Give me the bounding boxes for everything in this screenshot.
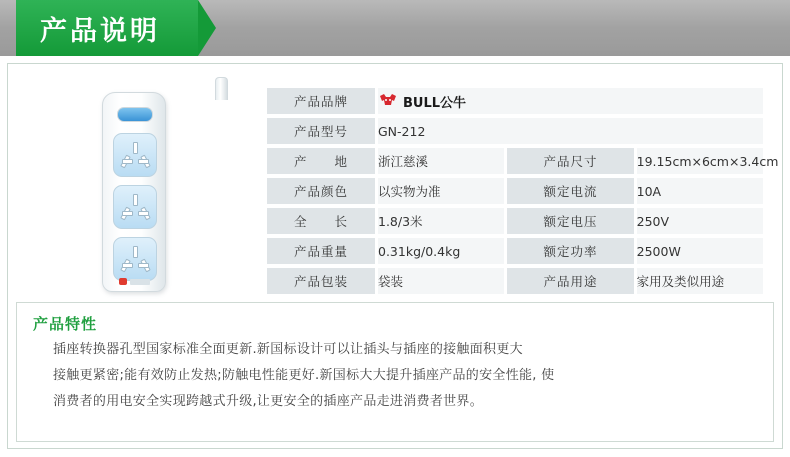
spec-label: 产品用途 [507,268,633,294]
spec-value: 19.15cm×6cm×3.4cm [637,148,763,174]
outlet-socket-icon [113,237,157,281]
page-header [0,0,790,56]
spec-label: 产品型号 [267,118,375,144]
spec-value: 0.31kg/0.4kg [378,238,504,264]
table-row [267,178,763,204]
spec-table [264,84,779,298]
spec-value-brand [378,88,763,114]
spec-value: 浙江慈溪 [378,148,504,174]
features-line: 插座转换器孔型国家标准全面更新.新国标设计可以让插头与插座的接触面积更大 [53,342,523,357]
outlet-slot [133,246,138,258]
spec-value: 袋装 [378,268,504,294]
outlet-socket-icon [113,133,157,177]
spec-label: 产品颜色 [267,178,375,204]
outlet-slot [138,159,149,164]
features-body [31,340,759,412]
spec-table-wrapper [264,74,779,300]
features-line: 消费者的用电安全实现跨越式升级,让更安全的插座产品走进消费者世界。 [53,394,484,410]
spec-label: 额定功率 [507,238,633,264]
outlet-slot [133,142,138,154]
outlet-slot [138,211,149,216]
product-label-sticker [130,279,150,285]
spec-label: 产品包装 [267,268,375,294]
outlet-slot [122,159,133,164]
content-frame [7,63,783,449]
features-section [16,302,774,442]
spec-label: 全 长 [267,208,375,234]
spec-value: 家用及类似用途 [637,268,763,294]
header-arrow-shape [198,0,216,56]
indicator-light-icon [119,278,127,285]
upper-section [8,64,782,304]
features-title: 产品特性 [33,315,98,333]
outlet-slot [122,211,133,216]
spec-label: 产 地 [267,148,375,174]
table-row [267,88,763,114]
outlet-slot [133,194,138,206]
features-line: 接触更紧密;能有效防止发热;防触电性能更好.新国标大大提升插座产品的安全性能, 使 [53,368,555,384]
spec-label: 产品尺寸 [507,148,633,174]
power-switch-icon [117,107,153,122]
spec-label: 额定电流 [507,178,633,204]
table-row [267,148,763,174]
power-strip-body [102,92,166,292]
table-row [267,268,763,294]
spec-label: 额定电压 [507,208,633,234]
spec-value: 1.8/3米 [378,208,504,234]
outlet-slot [122,263,133,268]
bull-logo-icon [378,93,398,109]
power-cord-icon [215,77,228,100]
page-title: 产品说明 [16,0,198,56]
spec-value: 10A [637,178,763,204]
spec-label: 产品品牌 [267,88,375,114]
table-row [267,238,763,264]
outlet-slot [138,263,149,268]
brand-name: BULL公牛 [403,95,467,111]
spec-value: 250V [637,208,763,234]
table-row [267,208,763,234]
spec-value: GN-212 [378,118,763,144]
spec-value: 2500W [637,238,763,264]
spec-label: 产品重量 [267,238,375,264]
spec-value: 以实物为准 [378,178,504,204]
product-image [14,74,264,300]
outlet-socket-icon [113,185,157,229]
table-row [267,118,763,144]
